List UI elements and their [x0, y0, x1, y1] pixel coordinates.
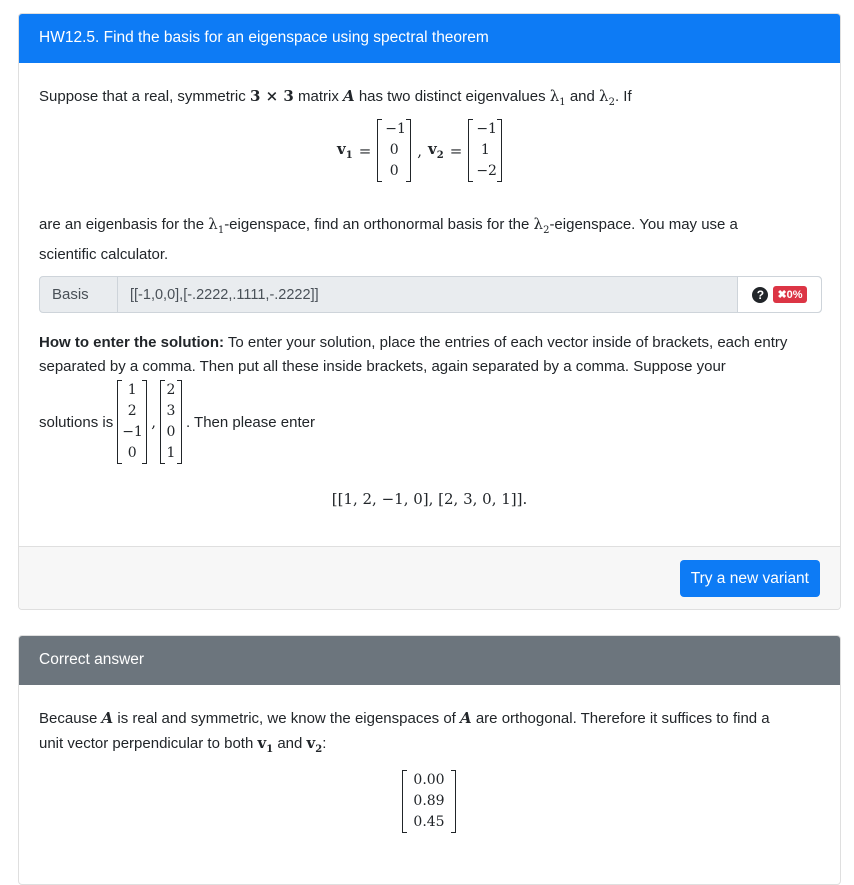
v2-label: $v_2$ — [428, 140, 444, 161]
basis-input[interactable] — [118, 277, 737, 312]
question-card — [18, 13, 841, 610]
v1-matrix: −1 0 0 — [377, 119, 411, 182]
basis-label: Basis — [40, 277, 118, 312]
sol2-matrix: 2 3 0 1 — [160, 380, 182, 464]
answer-matrix: 0.00 0.89 0.45 — [402, 770, 456, 833]
try-new-variant-button[interactable]: Try a new variant — [680, 560, 820, 597]
v2-matrix: −1 1 −2 — [468, 119, 502, 182]
basis-input-group — [39, 276, 822, 313]
score-badge: ✖0% — [773, 286, 806, 303]
correct-answer-card — [18, 635, 841, 885]
sol1-matrix: 1 2 −1 0 — [117, 380, 147, 464]
correct-answer-header: Correct answer — [19, 636, 840, 685]
example-entry: [[1, 2, −1, 0], [2, 3, 0, 1]]. — [331, 490, 528, 508]
answer-feedback — [737, 277, 821, 312]
answer-explanation: Because A is real and symmetric, we know the eigenspaces of A are orthogonal. Therefore it suffices to find a unit vector perpendicular to both $v_1$ and $v_2$: — [39, 709, 770, 755]
problem-statement: Suppose that a real, symmetric 3 × 3 matrix A has two distinct eigenvalues $\lambda_1$ and $\lambda_2$. If — [39, 87, 632, 108]
answer-vector — [402, 770, 456, 833]
problem-statement-2: are an eigenbasis for the $\lambda_1$-eigenspace, find an orthonormal basis for the $\lambda_2$-eigenspace. You may use a scientific calculator. — [39, 215, 738, 263]
question-title: HW12.5. Find the basis for an eigenspace using spectral theorem — [19, 14, 840, 63]
help-icon[interactable]: ? — [752, 287, 768, 303]
question-footer — [19, 546, 840, 609]
v1-label: $v_1$ — [337, 140, 353, 161]
eigenvectors-display: $v_1$ = −1 0 0 , $v_2$ = −1 1 −2 — [337, 119, 502, 182]
howto-instructions: How to enter the solution: To enter your solution, place the entries of each vector inside of brackets, each entry separated by a comma. Then put all these inside brackets, again separated by a comma. Suppose your — [39, 334, 788, 375]
example-solutions: solutions is 1 2 −1 0 , 2 3 0 1 . Then please enter — [39, 380, 315, 464]
